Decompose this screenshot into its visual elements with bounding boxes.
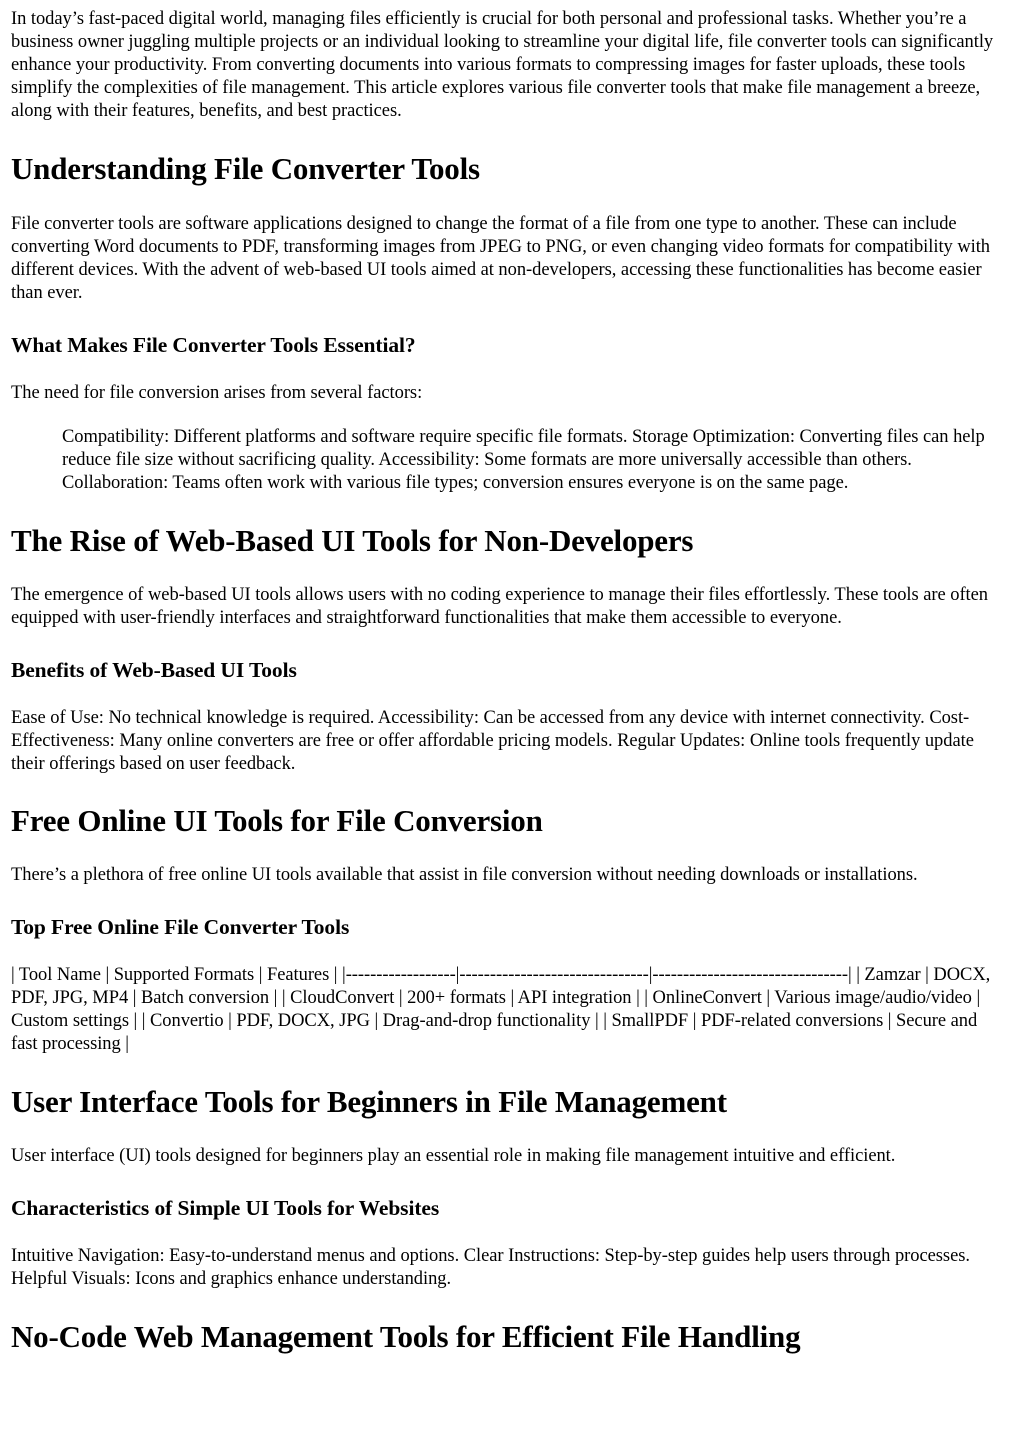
heading-rise-of-web-based-ui-tools: The Rise of Web-Based UI Tools for Non-Developers (11, 523, 694, 558)
paragraph-rise: The emergence of web-based UI tools allows users with no coding experience to manage their files effortlessly. These tools are often equipped with user-friendly interfaces and straightforward functionalities that make them accessible to everyone. (11, 585, 989, 628)
heading-characteristics-simple-ui-tools: Characteristics of Simple UI Tools for Websites (11, 1196, 440, 1220)
paragraph-ui-tools: User interface (UI) tools designed for beginners play an essential role in making file management intuitive and efficient. (11, 1146, 896, 1166)
paragraph-need-for-conversion: The need for file conversion arises from several factors: (11, 383, 423, 403)
markdown-table-text: | Tool Name | Supported Formats | Features | |------------------|-------------------------------|--------------------------------| | Zamzar | DOCX, PDF, JPG, MP4 | Batch conversion | | CloudConvert | 200+ formats | API integration | | OnlineConvert | Various image/audio/video | Custom settings | | Convertio | PDF, DOCX, JPG | Drag-and-drop functionality | | SmallPDF | PDF-related conversions | Secure and fast processing | (11, 965, 991, 1054)
paragraph-understanding: File converter tools are software applications designed to change the format of a file from one type to another. These can include converting Word documents to PDF, transforming images from JPEG to PNG, or even changing video formats for compatibility with different devices. With the advent of web-based UI tools aimed at non-developers, accessing these functionalities has become easier than ever. (11, 214, 991, 303)
factors-blockquote: Compatibility: Different platforms and software require specific file formats. Storage Optimization: Converting files can help reduce file size without sacrificing quality. Accessibility: Some formats are more universally accessible than others. Collaboration: Teams often work with various file types; conversion ensures everyone is on the same page. (62, 427, 985, 493)
heading-what-makes-essential: What Makes File Converter Tools Essential? (11, 333, 416, 357)
heading-top-free-online-converters: Top Free Online File Converter Tools (11, 915, 350, 939)
heading-benefits-of-web-based-ui-tools: Benefits of Web-Based UI Tools (11, 658, 297, 682)
paragraph-free-tools: There’s a plethora of free online UI tools available that assist in file conversion without needing downloads or installations. (11, 865, 918, 885)
paragraph-characteristics: Intuitive Navigation: Easy-to-understand menus and options. Clear Instructions: Step-by-step guides help users through processes. Helpful Visuals: Icons and graphics enhance understanding. (11, 1246, 970, 1289)
paragraph-benefits: Ease of Use: No technical knowledge is required. Accessibility: Can be accessed from any device with internet connectivity. Cost-Effectiveness: Many online converters are free or offer affordable pricing models. Regular Updates: Online tools frequently update their offerings based on user feedback. (11, 708, 974, 774)
heading-no-code-web-management-tools: No-Code Web Management Tools for Efficient File Handling (11, 1319, 801, 1354)
intro-paragraph: In today’s fast-paced digital world, managing files efficiently is crucial for both personal and professional tasks. Whether you’re a business owner juggling multiple projects or an individual looking to streamline your digital life, file converter tools can significantly enhance your productivity. From converting documents into various formats to compressing images for faster uploads, these tools simplify the complexities of file management. This article explores various file converter tools that make file management a breeze, along with their features, benefits, and best practices. (11, 9, 994, 121)
heading-free-online-ui-tools: Free Online UI Tools for File Conversion (11, 803, 543, 838)
heading-ui-tools-for-beginners: User Interface Tools for Beginners in File Management (11, 1084, 727, 1119)
heading-understanding-file-converter-tools: Understanding File Converter Tools (11, 151, 480, 186)
